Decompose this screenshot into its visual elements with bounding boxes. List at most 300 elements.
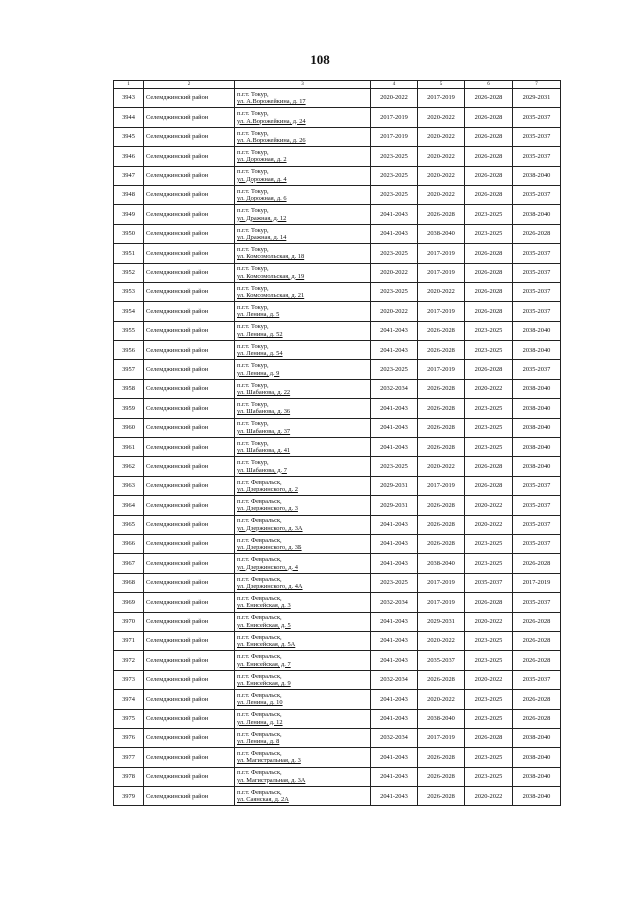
address-street: ул. Шабанова, д. 41 <box>237 447 291 455</box>
district-cell: Селемджинский район <box>144 418 235 437</box>
district-cell: Селемджинский район <box>144 593 235 612</box>
address-street: ул. Ленина, д. 10 <box>237 699 283 707</box>
address-cell <box>235 263 371 282</box>
address-street: ул. Ленина, д. 54 <box>237 350 283 358</box>
period-cell-4: 2026-2028 <box>513 554 561 573</box>
address-street: ул. Енисейская, д. 5А <box>237 641 296 649</box>
district-cell: Селемджинский район <box>144 515 235 534</box>
address-cell <box>235 379 371 398</box>
district-cell: Селемджинский район <box>144 728 235 747</box>
column-number: 3 <box>235 81 371 89</box>
period-cell-3: 2023-2025 <box>465 690 513 709</box>
address-locality: п.г.т. Токур, <box>237 226 269 234</box>
table-row <box>114 767 561 786</box>
address-locality: п.г.т. Токур, <box>237 90 269 98</box>
period-cell-4: 2029-2031 <box>513 89 561 108</box>
column-number: 6 <box>465 81 513 89</box>
row-number: 3944 <box>114 108 144 127</box>
period-cell-1: 2029-2031 <box>371 476 418 495</box>
address-street: ул. Дражная, д. 14 <box>237 233 287 241</box>
period-cell-4: 2038-2040 <box>513 166 561 185</box>
table-row <box>114 748 561 767</box>
row-number: 3950 <box>114 224 144 243</box>
address-street: ул. Дорожная, д. 6 <box>237 195 287 203</box>
period-cell-4: 2017-2019 <box>513 573 561 592</box>
row-number: 3961 <box>114 438 144 457</box>
district-cell: Селемджинский район <box>144 476 235 495</box>
period-cell-2: 2020-2022 <box>418 108 465 127</box>
address-street: ул. Дзержинского, д. 4А <box>237 582 303 590</box>
period-cell-3: 2026-2028 <box>465 185 513 204</box>
address-locality: п.г.т. Февральск, <box>237 750 282 758</box>
table-row <box>114 321 561 340</box>
period-cell-3: 2026-2028 <box>465 728 513 747</box>
table-row <box>114 787 561 806</box>
address-cell <box>235 573 371 592</box>
table-row <box>114 670 561 689</box>
column-number-row <box>114 81 561 89</box>
period-cell-4: 2038-2040 <box>513 379 561 398</box>
address-locality: п.г.т. Февральск, <box>237 517 282 525</box>
period-cell-1: 2041-2043 <box>371 554 418 573</box>
district-cell: Селемджинский район <box>144 438 235 457</box>
address-locality: п.г.т. Февральск, <box>237 614 282 622</box>
period-cell-3: 2026-2028 <box>465 147 513 166</box>
row-number: 3962 <box>114 457 144 476</box>
district-cell: Селемджинский район <box>144 573 235 592</box>
table-row <box>114 89 561 108</box>
address-cell <box>235 612 371 631</box>
table-row <box>114 690 561 709</box>
address-street: ул. Ленина, д. 9 <box>237 369 280 377</box>
period-cell-3: 2026-2028 <box>465 166 513 185</box>
row-number: 3956 <box>114 341 144 360</box>
period-cell-1: 2041-2043 <box>371 690 418 709</box>
table-row <box>114 302 561 321</box>
period-cell-1: 2032-2034 <box>371 593 418 612</box>
period-cell-4: 2035-2037 <box>513 670 561 689</box>
table-row <box>114 709 561 728</box>
district-cell: Селемджинский район <box>144 302 235 321</box>
address-locality: п.г.т. Февральск, <box>237 633 282 641</box>
row-number: 3952 <box>114 263 144 282</box>
row-number: 3975 <box>114 709 144 728</box>
district-cell: Селемджинский район <box>144 166 235 185</box>
period-cell-2: 2026-2028 <box>418 399 465 418</box>
address-locality: п.г.т. Токур, <box>237 168 269 176</box>
address-street: ул. Енисейская, д. 9 <box>237 679 291 687</box>
period-cell-1: 2041-2043 <box>371 709 418 728</box>
table-row <box>114 127 561 146</box>
period-cell-1: 2032-2034 <box>371 670 418 689</box>
row-number: 3971 <box>114 631 144 650</box>
address-locality: п.г.т. Февральск, <box>237 672 282 680</box>
address-cell <box>235 302 371 321</box>
table-row <box>114 593 561 612</box>
table-row <box>114 263 561 282</box>
address-cell <box>235 282 371 301</box>
district-cell: Селемджинский район <box>144 612 235 631</box>
period-cell-4: 2026-2028 <box>513 631 561 650</box>
row-number: 3966 <box>114 534 144 553</box>
table-row <box>114 554 561 573</box>
address-locality: п.г.т. Февральск, <box>237 769 282 777</box>
period-cell-2: 2017-2019 <box>418 593 465 612</box>
address-street: ул. Дорожная, д. 2 <box>237 156 287 164</box>
address-cell <box>235 728 371 747</box>
period-cell-2: 2020-2022 <box>418 127 465 146</box>
period-cell-4: 2038-2040 <box>513 321 561 340</box>
period-cell-3: 2026-2028 <box>465 108 513 127</box>
address-street: ул. Шабанова, д. 37 <box>237 427 291 435</box>
address-locality: п.г.т. Февральск, <box>237 575 282 583</box>
period-cell-2: 2026-2028 <box>418 321 465 340</box>
district-cell: Селемджинский район <box>144 534 235 553</box>
address-cell <box>235 631 371 650</box>
address-locality: п.г.т. Февральск, <box>237 594 282 602</box>
district-cell: Селемджинский район <box>144 263 235 282</box>
period-cell-3: 2023-2025 <box>465 554 513 573</box>
row-number: 3965 <box>114 515 144 534</box>
address-locality: п.г.т. Токур, <box>237 381 269 389</box>
district-cell: Селемджинский район <box>144 224 235 243</box>
address-cell <box>235 496 371 515</box>
row-number: 3970 <box>114 612 144 631</box>
row-number: 3964 <box>114 496 144 515</box>
period-cell-1: 2023-2025 <box>371 360 418 379</box>
address-street: ул. Дзержинского, д. 4 <box>237 563 298 571</box>
period-cell-1: 2023-2025 <box>371 147 418 166</box>
period-cell-4: 2035-2037 <box>513 108 561 127</box>
address-locality: п.г.т. Февральск, <box>237 711 282 719</box>
period-cell-3: 2026-2028 <box>465 302 513 321</box>
period-cell-1: 2023-2025 <box>371 244 418 263</box>
address-locality: п.г.т. Февральск, <box>237 691 282 699</box>
district-cell: Селемджинский район <box>144 341 235 360</box>
address-street: ул. Комсомольская, д. 21 <box>237 292 305 300</box>
row-number: 3955 <box>114 321 144 340</box>
address-street: ул. Дзержинского, д. 3Б <box>237 544 302 552</box>
address-cell <box>235 418 371 437</box>
period-cell-1: 2020-2022 <box>371 89 418 108</box>
district-cell: Селемджинский район <box>144 244 235 263</box>
period-cell-3: 2020-2022 <box>465 670 513 689</box>
period-cell-4: 2038-2040 <box>513 728 561 747</box>
period-cell-3: 2026-2028 <box>465 282 513 301</box>
address-locality: п.г.т. Токур, <box>237 129 269 137</box>
period-cell-2: 2026-2028 <box>418 205 465 224</box>
period-cell-3: 2023-2025 <box>465 748 513 767</box>
period-cell-2: 2020-2022 <box>418 147 465 166</box>
period-cell-4: 2038-2040 <box>513 341 561 360</box>
district-cell: Селемджинский район <box>144 496 235 515</box>
period-cell-3: 2020-2022 <box>465 496 513 515</box>
period-cell-1: 2041-2043 <box>371 787 418 806</box>
address-locality: п.г.т. Токур, <box>237 284 269 292</box>
period-cell-1: 2029-2031 <box>371 496 418 515</box>
address-cell <box>235 476 371 495</box>
table-row <box>114 728 561 747</box>
period-cell-2: 2020-2022 <box>418 457 465 476</box>
period-cell-3: 2020-2022 <box>465 515 513 534</box>
period-cell-1: 2041-2043 <box>371 341 418 360</box>
district-cell: Селемджинский район <box>144 787 235 806</box>
row-number: 3973 <box>114 670 144 689</box>
period-cell-2: 2026-2028 <box>418 534 465 553</box>
table-row <box>114 515 561 534</box>
address-locality: п.г.т. Токур, <box>237 304 269 312</box>
column-number: 2 <box>144 81 235 89</box>
row-number: 3954 <box>114 302 144 321</box>
address-street: ул. Шабанова, д. 22 <box>237 389 291 397</box>
page-number: 108 <box>310 52 330 67</box>
table-row <box>114 244 561 263</box>
table-row <box>114 573 561 592</box>
period-cell-4: 2035-2037 <box>513 593 561 612</box>
period-cell-2: 2020-2022 <box>418 690 465 709</box>
column-number: 7 <box>513 81 561 89</box>
period-cell-2: 2017-2019 <box>418 476 465 495</box>
table-row <box>114 360 561 379</box>
period-cell-1: 2023-2025 <box>371 457 418 476</box>
row-number: 3945 <box>114 127 144 146</box>
address-locality: п.г.т. Февральск, <box>237 536 282 544</box>
address-cell <box>235 244 371 263</box>
address-street: ул. Ленина, д. 12 <box>237 718 283 726</box>
district-cell: Селемджинский район <box>144 748 235 767</box>
address-cell <box>235 341 371 360</box>
period-cell-3: 2026-2028 <box>465 244 513 263</box>
row-number: 3943 <box>114 89 144 108</box>
period-cell-2: 2026-2028 <box>418 748 465 767</box>
period-cell-4: 2026-2028 <box>513 690 561 709</box>
period-cell-2: 2017-2019 <box>418 302 465 321</box>
period-cell-3: 2023-2025 <box>465 321 513 340</box>
period-cell-4: 2038-2040 <box>513 205 561 224</box>
table-row <box>114 418 561 437</box>
address-locality: п.г.т. Токур, <box>237 362 269 370</box>
row-number: 3974 <box>114 690 144 709</box>
address-street: ул. Комсомольская, д. 19 <box>237 272 305 280</box>
address-street: ул. Магистральная, д. 3 <box>237 757 301 765</box>
address-street: ул. Магистральная, д. 3А <box>237 776 306 784</box>
address-cell <box>235 651 371 670</box>
period-cell-1: 2032-2034 <box>371 728 418 747</box>
district-cell: Селемджинский район <box>144 89 235 108</box>
table-row <box>114 651 561 670</box>
address-cell <box>235 748 371 767</box>
table-row <box>114 534 561 553</box>
address-cell <box>235 670 371 689</box>
period-cell-4: 2038-2040 <box>513 399 561 418</box>
period-cell-1: 2020-2022 <box>371 263 418 282</box>
period-cell-3: 2020-2022 <box>465 379 513 398</box>
district-cell: Селемджинский район <box>144 205 235 224</box>
period-cell-4: 2035-2037 <box>513 147 561 166</box>
table-row <box>114 631 561 650</box>
period-cell-1: 2041-2043 <box>371 515 418 534</box>
address-locality: п.г.т. Токур, <box>237 110 269 118</box>
row-number: 3951 <box>114 244 144 263</box>
address-street: ул. Ленина, д. 52 <box>237 330 283 338</box>
period-cell-3: 2020-2022 <box>465 787 513 806</box>
address-street: ул. Ленина, д. 8 <box>237 738 280 746</box>
period-cell-2: 2035-2037 <box>418 651 465 670</box>
period-cell-3: 2026-2028 <box>465 593 513 612</box>
address-locality: п.г.т. Токур, <box>237 459 269 467</box>
district-cell: Селемджинский район <box>144 554 235 573</box>
address-cell <box>235 224 371 243</box>
period-cell-4: 2035-2037 <box>513 263 561 282</box>
period-cell-4: 2038-2040 <box>513 767 561 786</box>
district-cell: Селемджинский район <box>144 767 235 786</box>
period-cell-3: 2026-2028 <box>465 360 513 379</box>
period-cell-3: 2035-2037 <box>465 573 513 592</box>
period-cell-2: 2020-2022 <box>418 185 465 204</box>
period-cell-4: 2035-2037 <box>513 360 561 379</box>
period-cell-2: 2026-2028 <box>418 787 465 806</box>
period-cell-1: 2032-2034 <box>371 379 418 398</box>
period-cell-4: 2035-2037 <box>513 302 561 321</box>
period-cell-3: 2023-2025 <box>465 205 513 224</box>
address-cell <box>235 767 371 786</box>
period-cell-4: 2035-2037 <box>513 127 561 146</box>
address-cell <box>235 127 371 146</box>
column-number: 4 <box>371 81 418 89</box>
period-cell-4: 2038-2040 <box>513 438 561 457</box>
district-cell: Селемджинский район <box>144 108 235 127</box>
period-cell-4: 2026-2028 <box>513 224 561 243</box>
period-cell-2: 2017-2019 <box>418 573 465 592</box>
address-locality: п.г.т. Токур, <box>237 265 269 273</box>
address-cell <box>235 709 371 728</box>
period-cell-3: 2026-2028 <box>465 89 513 108</box>
address-street: ул. Дорожная, д. 4 <box>237 175 287 183</box>
row-number: 3946 <box>114 147 144 166</box>
table-body <box>114 81 561 806</box>
period-cell-4: 2035-2037 <box>513 244 561 263</box>
table-row <box>114 612 561 631</box>
address-locality: п.г.т. Токур, <box>237 323 269 331</box>
address-locality: п.г.т. Токур, <box>237 148 269 156</box>
address-locality: п.г.т. Токур, <box>237 342 269 350</box>
period-cell-1: 2041-2043 <box>371 438 418 457</box>
column-number: 5 <box>418 81 465 89</box>
period-cell-3: 2023-2025 <box>465 224 513 243</box>
address-locality: п.г.т. Февральск, <box>237 730 282 738</box>
period-cell-4: 2026-2028 <box>513 651 561 670</box>
address-locality: п.г.т. Февральск, <box>237 497 282 505</box>
row-number: 3969 <box>114 593 144 612</box>
period-cell-4: 2038-2040 <box>513 418 561 437</box>
period-cell-1: 2041-2043 <box>371 205 418 224</box>
period-cell-1: 2041-2043 <box>371 534 418 553</box>
period-cell-3: 2023-2025 <box>465 767 513 786</box>
district-cell: Селемджинский район <box>144 379 235 398</box>
period-cell-2: 2017-2019 <box>418 728 465 747</box>
period-cell-1: 2023-2025 <box>371 166 418 185</box>
row-number: 3963 <box>114 476 144 495</box>
period-cell-4: 2035-2037 <box>513 515 561 534</box>
address-cell <box>235 787 371 806</box>
period-cell-1: 2017-2019 <box>371 108 418 127</box>
address-street: ул. Енисейская, д. 7 <box>237 660 291 668</box>
table-row <box>114 185 561 204</box>
column-number: 1 <box>114 81 144 89</box>
row-number: 3949 <box>114 205 144 224</box>
district-cell: Селемджинский район <box>144 457 235 476</box>
period-cell-1: 2023-2025 <box>371 185 418 204</box>
period-cell-2: 2026-2028 <box>418 341 465 360</box>
address-street: ул. Комсомольская, д. 18 <box>237 253 305 261</box>
row-number: 3958 <box>114 379 144 398</box>
period-cell-1: 2041-2043 <box>371 321 418 340</box>
period-cell-1: 2041-2043 <box>371 612 418 631</box>
address-street: ул. Дзержинского, д. 2 <box>237 486 298 493</box>
table-row <box>114 166 561 185</box>
period-cell-2: 2017-2019 <box>418 360 465 379</box>
period-cell-3: 2023-2025 <box>465 651 513 670</box>
address-street: ул. Дзержинского, д. 3А <box>237 524 303 532</box>
period-cell-3: 2023-2025 <box>465 534 513 553</box>
period-cell-3: 2023-2025 <box>465 709 513 728</box>
address-locality: п.г.т. Февральск, <box>237 653 282 661</box>
period-cell-1: 2020-2022 <box>371 302 418 321</box>
address-locality: п.г.т. Токур, <box>237 187 269 195</box>
period-cell-4: 2038-2040 <box>513 457 561 476</box>
period-cell-1: 2041-2043 <box>371 224 418 243</box>
period-cell-3: 2026-2028 <box>465 476 513 495</box>
period-cell-2: 2017-2019 <box>418 263 465 282</box>
period-cell-2: 2026-2028 <box>418 379 465 398</box>
district-cell: Селемджинский район <box>144 185 235 204</box>
address-street: ул. А.Ворожейкина, д. 26 <box>237 136 306 144</box>
row-number: 3953 <box>114 282 144 301</box>
table-row <box>114 224 561 243</box>
row-number: 3957 <box>114 360 144 379</box>
address-locality: п.г.т. Токур, <box>237 245 269 253</box>
district-cell: Селемджинский район <box>144 360 235 379</box>
period-cell-1: 2023-2025 <box>371 282 418 301</box>
table-row <box>114 147 561 166</box>
period-cell-4: 2026-2028 <box>513 612 561 631</box>
address-street: ул. Саянская, д. 2А <box>237 796 289 804</box>
table-row <box>114 341 561 360</box>
period-cell-2: 2026-2028 <box>418 767 465 786</box>
district-cell: Селемджинский район <box>144 709 235 728</box>
period-cell-2: 2026-2028 <box>418 418 465 437</box>
district-cell: Селемджинский район <box>144 690 235 709</box>
address-cell <box>235 554 371 573</box>
address-street: ул. Шабанова, д. 36 <box>237 408 291 416</box>
period-cell-4: 2035-2037 <box>513 476 561 495</box>
period-cell-3: 2023-2025 <box>465 418 513 437</box>
table-row <box>114 282 561 301</box>
row-number: 3978 <box>114 767 144 786</box>
period-cell-2: 2026-2028 <box>418 515 465 534</box>
row-number: 3968 <box>114 573 144 592</box>
period-cell-3: 2023-2025 <box>465 399 513 418</box>
address-cell <box>235 438 371 457</box>
period-cell-2: 2026-2028 <box>418 670 465 689</box>
district-cell: Селемджинский район <box>144 321 235 340</box>
address-locality: п.г.т. Февральск, <box>237 556 282 564</box>
address-cell <box>235 108 371 127</box>
address-street: ул. Шабанова, д. 7 <box>237 466 287 474</box>
period-cell-1: 2041-2043 <box>371 418 418 437</box>
address-cell <box>235 166 371 185</box>
address-cell <box>235 89 371 108</box>
